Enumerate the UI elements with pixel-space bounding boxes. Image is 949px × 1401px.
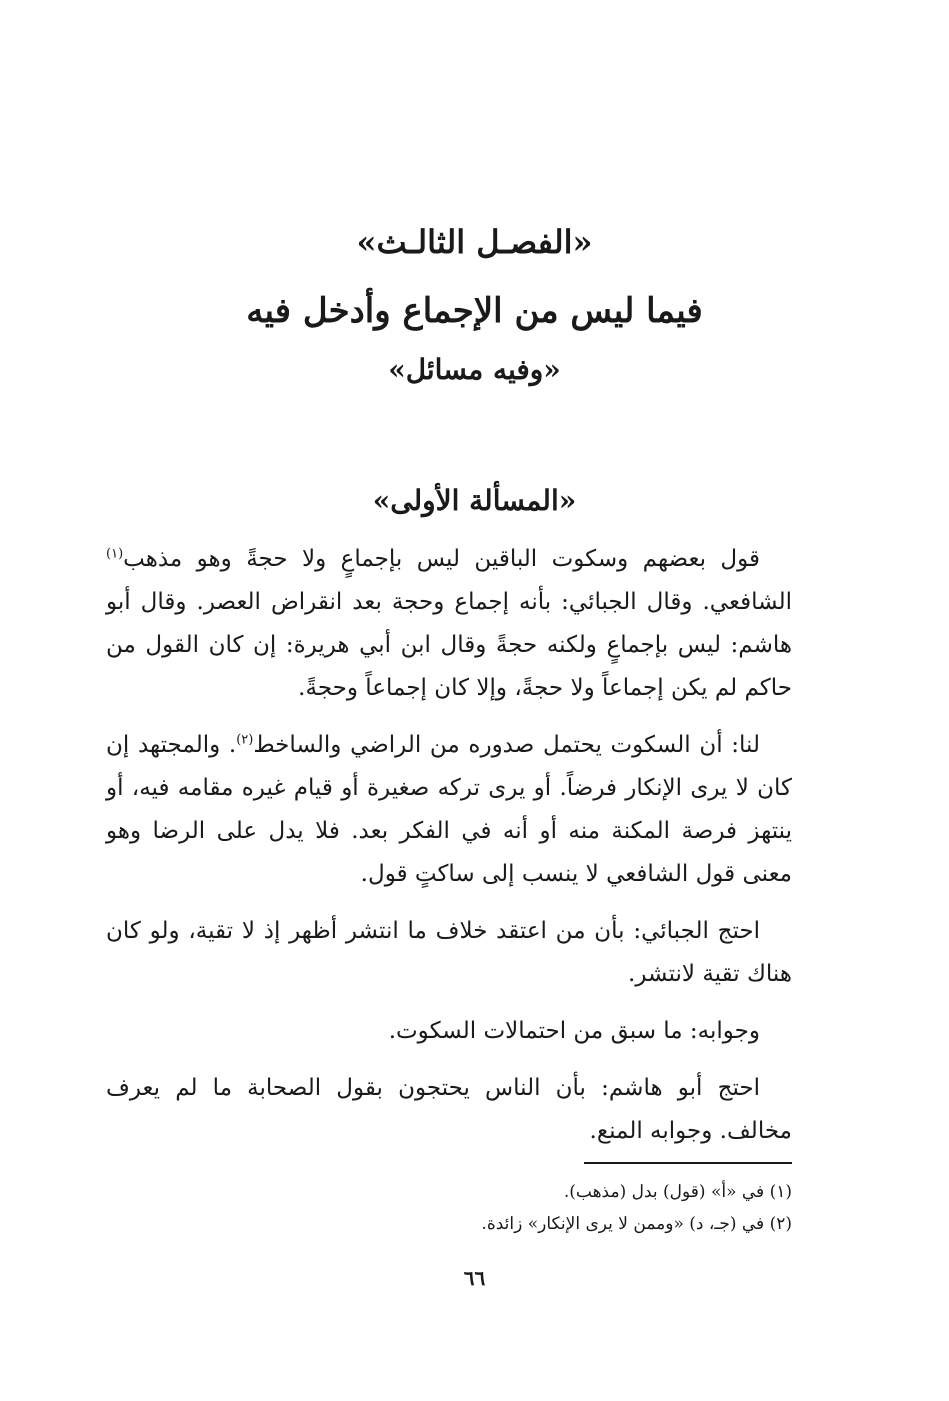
paragraph-1 xyxy=(106,538,792,710)
section-heading: «المسألة الأولى» xyxy=(372,484,577,517)
paragraph-1-continuation: الشافعي. وقال الجبائي: بأنه إجماع وحجة بعد انقراض العصر. وقال أبو هاشم: ليس بإجماعٍ ولكنه حجةً وقال ابن أبي هريرة: إن كان القول من حاكم لم يكن إجماعاً ولا حجةً، وإلا كان إجماعاً وحجةً. xyxy=(106,589,792,701)
footnotes xyxy=(300,1176,792,1240)
chapter-title: فيما ليس من الإجماع وأدخل فيه xyxy=(246,291,703,331)
chapter-subtitle: «وفيه مسائل» xyxy=(388,353,561,386)
footnote-2: (٢) في (جـ، د) «وممن لا يرى الإنكار» زائدة. xyxy=(481,1214,792,1234)
paragraph-1-text: قول بعضهم وسكوت الباقين ليس بإجماعٍ ولا حجةً وهو مذهب xyxy=(123,546,760,572)
paragraph-5: احتج أبو هاشم: بأن الناس يحتجون بقول الصحابة ما لم يعرف مخالف. وجوابه المنع. xyxy=(106,1075,792,1144)
chapter-heading: «الفصـل الثالـث» xyxy=(356,223,593,261)
footnote-1: (١) في «أ» (قول) بدل (مذهب). xyxy=(563,1182,792,1202)
paragraph-2 xyxy=(106,724,792,896)
paragraph-3: احتج الجبائي: بأن من اعتقد خلاف ما انتشر أظهر إذ لا تقية، ولو كان هناك تقية لانتشر. xyxy=(106,918,792,987)
footnote-ref-1: (١) xyxy=(106,546,124,562)
paragraph-2-continuation: . والمجتهد إن كان لا يرى الإنكار فرضاً. أو يرى تركه صغيرة أو قيام غيره مقامه فيه، أو ينتهز فرصة المكنة منه أو أنه في الفكر بعد. فلا يدل على الرضا وهو معنى قول الشافعي لا ينسب إلى ساكتٍ قول. xyxy=(106,732,792,887)
body-text xyxy=(106,538,792,1159)
footnote-divider xyxy=(584,1162,792,1164)
paragraph-4: وجوابه: ما سبق من احتمالات السكوت. xyxy=(388,1018,760,1044)
paragraph-2-text: لنا: أن السكوت يحتمل صدوره من الراضي والساخط xyxy=(253,732,760,758)
page-number: ٦٦ xyxy=(463,1266,486,1290)
footnote-ref-2: (٢) xyxy=(236,732,254,748)
